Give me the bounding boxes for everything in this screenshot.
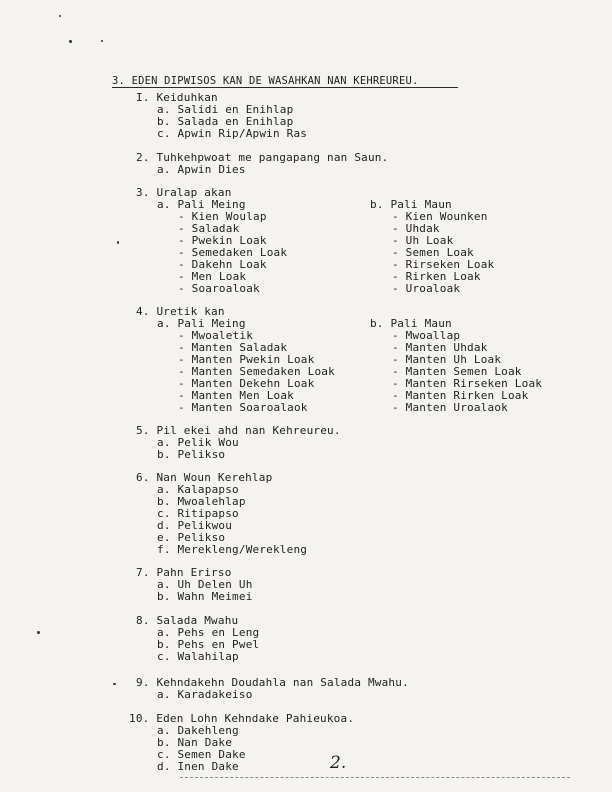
title-underline (112, 87, 458, 88)
list-item: a. Pehs en Leng (157, 626, 260, 639)
scan-speck (117, 241, 119, 244)
column-b-label: b. Pali Maun (370, 198, 452, 211)
list-item: c. Walahilap (157, 650, 239, 663)
list-item: a. Apwin Dies (157, 163, 246, 176)
list-item: - Manten Uh Loak (392, 353, 502, 366)
list-item: - Rirken Loak (392, 270, 481, 283)
list-item: b. Wahn Meimei (157, 590, 253, 603)
list-item: - Manten Men Loak (178, 389, 294, 402)
list-item: a. Dakehleng (157, 724, 239, 737)
section-8-heading: 8. Salada Mwahu (136, 614, 239, 627)
list-item: - Uroaloak (392, 282, 461, 295)
list-item: c. Apwin Rip/Apwin Ras (157, 127, 308, 140)
list-item: - Semedaken Loak (178, 246, 288, 259)
list-item: - Manten Rirken Loak (392, 389, 529, 402)
list-item: a. Kalapapso (157, 483, 239, 496)
list-item: - Soaroaloak (178, 282, 260, 295)
list-item: - Manten Semen Loak (392, 365, 522, 378)
list-item: - Manten Uhdak (392, 341, 488, 354)
list-item: f. Merekleng/Werekleng (157, 543, 308, 556)
list-item: - Rirseken Loak (392, 258, 495, 271)
list-item: - Uh Loak (392, 234, 454, 247)
list-item: - Manten Semedaken Loak (178, 365, 335, 378)
list-item: b. Pelikso (157, 448, 226, 461)
column-a-label: a. Pali Meing (157, 317, 246, 330)
list-item: b. Mwoalehlap (157, 495, 246, 508)
list-item: - Kien Woulap (178, 210, 267, 223)
list-item: d. Inen Dake (157, 760, 239, 773)
list-item: a. Uh Delen Uh (157, 578, 253, 591)
list-item: a. Salidi en Enihlap (157, 103, 294, 116)
list-item: a. Pelik Wou (157, 436, 239, 449)
list-item: - Manten Rirseken Loak (392, 377, 543, 390)
section-7-heading: 7. Pahn Erirso (136, 566, 232, 579)
section-1-heading: I. Keiduhkan (136, 91, 218, 104)
list-item: c. Semen Dake (157, 748, 246, 761)
list-item: c. Ritipapso (157, 507, 239, 520)
section-6-heading: 6. Nan Woun Kerehlap (136, 471, 273, 484)
list-item: - Manten Soaroalaok (178, 401, 308, 414)
list-item: - Manten Dekehn Loak (178, 377, 315, 390)
list-item: - Manten Pwekin Loak (178, 353, 315, 366)
list-item: - Semen Loak (392, 246, 474, 259)
list-item: - Mwoaletik (178, 329, 254, 342)
scan-speck (101, 40, 103, 42)
list-item: - Manten Saladak (178, 341, 288, 354)
document-title: 3. EDEN DIPWISOS KAN DE WASAHKAN NAN KEHREUREU. (112, 75, 419, 87)
section-3-heading: 3. Uralap akan (136, 186, 232, 199)
list-item: b. Nan Dake (157, 736, 233, 749)
scan-speck (69, 40, 72, 43)
list-item: e. Pelikso (157, 531, 226, 544)
scan-artifact-line (180, 777, 570, 778)
page-number: 2. (330, 753, 347, 773)
column-b-label: b. Pali Maun (370, 317, 452, 330)
list-item: - Pwekin Loak (178, 234, 267, 247)
list-item: - Uhdak (392, 222, 440, 235)
section-10-heading: 10. Eden Lohn Kehndake Pahieukoa. (129, 712, 355, 725)
list-item: b. Pehs en Pwel (157, 638, 260, 651)
list-item: b. Salada en Enihlap (157, 115, 294, 128)
list-item: - Saladak (178, 222, 240, 235)
list-item: - Manten Uroalaok (392, 401, 508, 414)
section-9-heading: 9. Kehndakehn Doudahla nan Salada Mwahu. (136, 676, 409, 689)
list-item: d. Pelikwou (157, 519, 233, 532)
list-item: - Dakehn Loak (178, 258, 267, 271)
scan-speck (113, 683, 116, 685)
section-5-heading: 5. Pil ekei ahd nan Kehreureu. (136, 424, 341, 437)
column-a-label: a. Pali Meing (157, 198, 246, 211)
scan-speck (37, 631, 40, 634)
list-item: a. Karadakeiso (157, 688, 253, 701)
section-2-heading: 2. Tuhkehpwoat me pangapang nan Saun. (136, 151, 389, 164)
list-item: - Men Loak (178, 270, 247, 283)
list-item: - Kien Wounken (392, 210, 488, 223)
scan-speck (59, 15, 61, 17)
list-item: - Mwoallap (392, 329, 461, 342)
section-4-heading: 4. Uretik kan (136, 305, 225, 318)
